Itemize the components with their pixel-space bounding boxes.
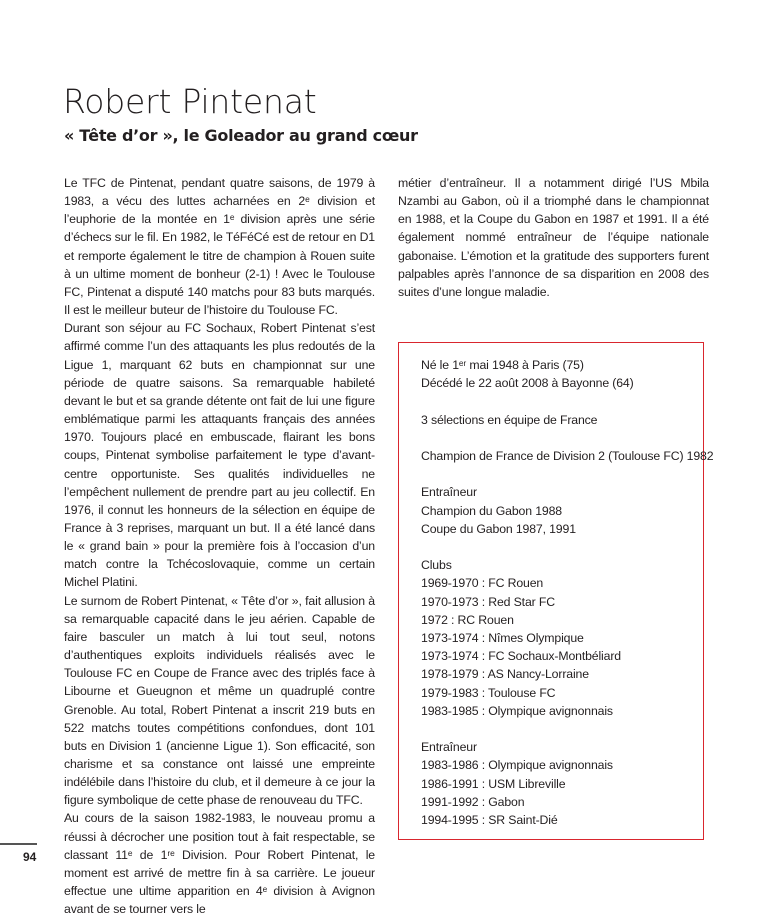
birth-info: Né le 1ᵉʳ mai 1948 à Paris (75) <box>421 358 584 372</box>
right-column <box>398 174 709 301</box>
list-item: 1979-1983 : Toulouse FC <box>421 685 556 700</box>
left-column <box>64 174 375 918</box>
coach-clubs-heading: Entraîneur <box>421 740 477 755</box>
list-item: 1973-1974 : Nîmes Olympique <box>421 630 584 645</box>
list-item: 1983-1986 : Olympique avignonnais <box>421 758 613 773</box>
paragraph: Au cours de la saison 1982-1983, le nouveau promu a réussi à décrocher une position tout à fait respectable, se classant 11ᵉ de 1ʳᵉ Division. Pour Robert Pintenat, le moment est arrivé de mettre fin à sa carrière. Le joueur effectue une ultime apparition en 4ᵉ division à Avignon avant de se tourner vers le <box>64 811 375 917</box>
paragraph: métier d’entraîneur. Il a notamment dirigé l’US Mbila Nzambi au Gabon, où il a triomphé dans le championnat en 1988, et la Coupe du Gabon en 1987 et 1991. Il a été également nommé entraîneur de l’équipe nationale gabonaise. L’émotion et la gratitude des supporters furent palpables après l’annonce de sa disparition en 2008 des suites d’une longue maladie. <box>398 176 709 299</box>
list-item: 1991-1992 : Gabon <box>421 794 525 809</box>
list-item: 1973-1974 : FC Sochaux-Montbéliard <box>421 649 621 664</box>
title-info: Champion de France de Division 2 (Toulouse FC) 1982 <box>421 448 714 463</box>
list-item: 1972 : RC Rouen <box>421 612 514 627</box>
list-item: 1969-1970 : FC Rouen <box>421 576 544 591</box>
page-title: Robert Pintenat <box>63 82 317 121</box>
page-number-rule <box>0 843 37 845</box>
paragraph: Durant son séjour au FC Sochaux, Robert Pintenat s’est affirmé comme l’un des attaquants les plus redoutés de la Ligue 1, marquant 62 buts en championnat sur une période de quatre saisons. Sa remarquable habileté devant le but et sa grande détente ont fait de lui une figure emblématique parmi les attaquants français des années 1970. Toujours placé en embuscade, flairant les bons coups, Pintenat symbolise parfaitement le type d’avant-centre opportuniste. Ses qualités individuelles ne l’empêchent nullement de prendre part au jeu collectif. En 1976, il connut les honneurs de la sélection en équipe de France à 3 reprises, marquant un but. Il a été lancé dans le « grand bain » pour la première fois à l’occasion d’un match contre la Tchécoslovaquie, comme un certain Michel Platini. <box>64 321 375 590</box>
list-item: Coupe du Gabon 1987, 1991 <box>421 521 576 536</box>
list-item: 1983-1985 : Olympique avignonnais <box>421 703 613 718</box>
list-item: 1970-1973 : Red Star FC <box>421 594 555 609</box>
page-subtitle: « Tête d’or », le Goleador au grand cœur <box>64 126 418 145</box>
list-item: 1994-1995 : SR Saint-Dié <box>421 813 558 827</box>
clubs-heading: Clubs <box>421 558 452 573</box>
paragraph: Le surnom de Robert Pintenat, « Tête d’or », fait allusion à sa remarquable capacité dans le jeu aérien. Capable de faire basculer un match à lui tout seul, notons d’authentiques exploits individuels réalisés avec le Toulouse FC en Coupe de France avec des triplés face à Libourne et Gueugnon et même un quadruplé contre Grenoble. Au total, Robert Pintenat a inscrit 219 buts en 522 matchs toutes compétitions confondues, dont 101 buts en Division 1 (ancienne Ligue 1). Son efficacité, son charisme et sa constance ont laissé une empreinte indélébile dans l’histoire du club, et il demeure à ce jour la figure symbolique de cette phase de renouveau du TFC. <box>64 593 375 808</box>
coach-honours-heading: Entraîneur <box>421 485 477 500</box>
list-item: Champion du Gabon 1988 <box>421 503 562 518</box>
caps-info: 3 sélections en équipe de France <box>421 412 598 427</box>
page-number: 94 <box>23 850 37 864</box>
paragraph: Le TFC de Pintenat, pendant quatre saisons, de 1979 à 1983, a vécu des luttes acharnées en 2ᵉ division et l’euphorie de la montée en 1ᵉ division après une série d’échecs sur le fil. En 1982, le TéFéCé est de retour en D1 et remporte également le titre de champion à Rouen suite à un ultime moment de bonheur (2-1) ! Avec le Toulouse FC, Pintenat a disputé 140 matchs pour 83 buts marqués. Il est le meilleur buteur de l’histoire du Toulouse FC. <box>64 176 375 318</box>
list-item: 1986-1991 : USM Libreville <box>421 776 566 791</box>
info-box <box>398 342 714 840</box>
list-item: 1978-1979 : AS Nancy-Lorraine <box>421 667 589 682</box>
death-info: Décédé le 22 août 2008 à Bayonne (64) <box>421 376 634 391</box>
